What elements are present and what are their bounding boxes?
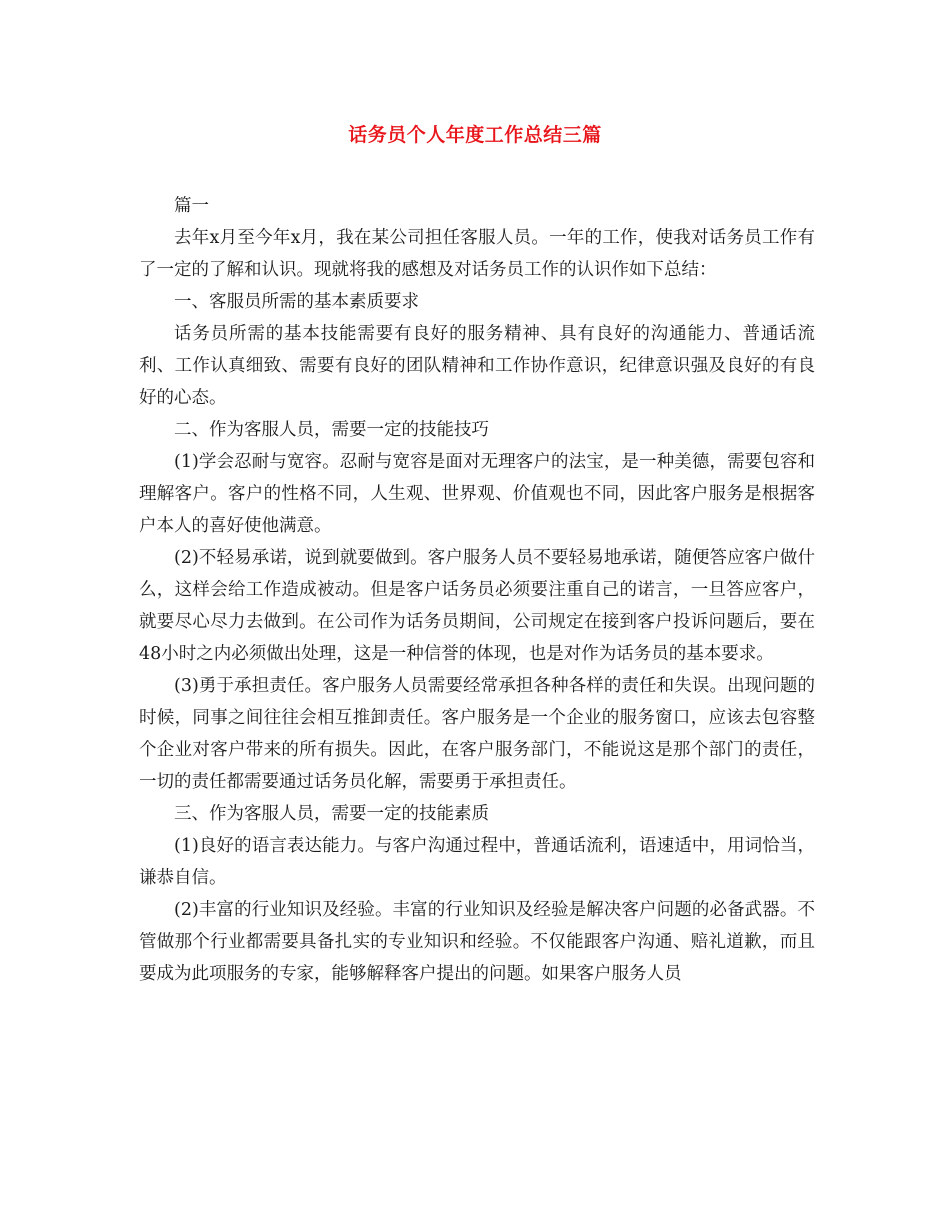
section-heading-basic-qualities: 一、客服员所需的基本素质要求 [174, 292, 419, 312]
list-item-knowledge: (2)丰富的行业知识及经验。丰富的行业知识及经验是解决客户问题的必备武器。不管做那个行业都需要具备扎实的专业知识和经验。不仅能跟客户沟通、赔礼道歉，而且要成为此项服务的专家，能够解释客户提出的问题。如果客户服务人员 [139, 900, 815, 984]
document-body [139, 190, 815, 990]
section-heading-qualities: 三、作为客服人员，需要一定的技能素质 [174, 804, 489, 824]
list-item-patience: (1)学会忍耐与宽容。忍耐与宽容是面对无理客户的法宝，是一种美德，需要包容和理解客户。客户的性格不同，人生观、世界观、价值观也不同，因此客户服务是根据客户本人的喜好使他满意。 [139, 452, 815, 536]
list-item-promises: (2)不轻易承诺，说到就要做到。客户服务人员不要轻易地承诺，随便答应客户做什么，这样会给工作造成被动。但是客户话务员必须要注重自己的诺言，一旦答应客户，就要尽心尽力去做到。在公司作为话务员期间，公司规定在接到客户投诉问题后，要在48小时之内必须做出处理，这是一种信誉的体现，也是对作为话务员的基本要求。 [139, 548, 815, 664]
list-item-responsibility: (3)勇于承担责任。客户服务人员需要经常承担各种各样的责任和失误。出现问题的时候，同事之间往往会相互推卸责任。客户服务是一个企业的服务窗口，应该去包容整个企业对客户带来的所有损失。因此，在客户服务部门，不能说这是那个部门的责任，一切的责任都需要通过话务员化解，需要勇于承担责任。 [139, 676, 815, 792]
section-heading-part-one: 篇一 [174, 196, 209, 216]
intro-paragraph: 去年x月至今年x月，我在某公司担任客服人员。一年的工作，使我对话务员工作有了一定的了解和认识。现就将我的感想及对话务员工作的认识作如下总结： [139, 228, 815, 280]
document-title: 话务员个人年度工作总结三篇 [348, 124, 602, 146]
section-heading-skills: 二、作为客服人员，需要一定的技能技巧 [174, 420, 489, 440]
body-paragraph: 话务员所需的基本技能需要有良好的服务精神、具有良好的沟通能力、普通话流利、工作认真细致、需要有良好的团队精神和工作协作意识，纪律意识强及良好的有良好的心态。 [139, 324, 815, 408]
list-item-language: (1)良好的语言表达能力。与客户沟通过程中，普通话流利，语速适中，用词恰当，谦恭自信。 [139, 836, 815, 888]
